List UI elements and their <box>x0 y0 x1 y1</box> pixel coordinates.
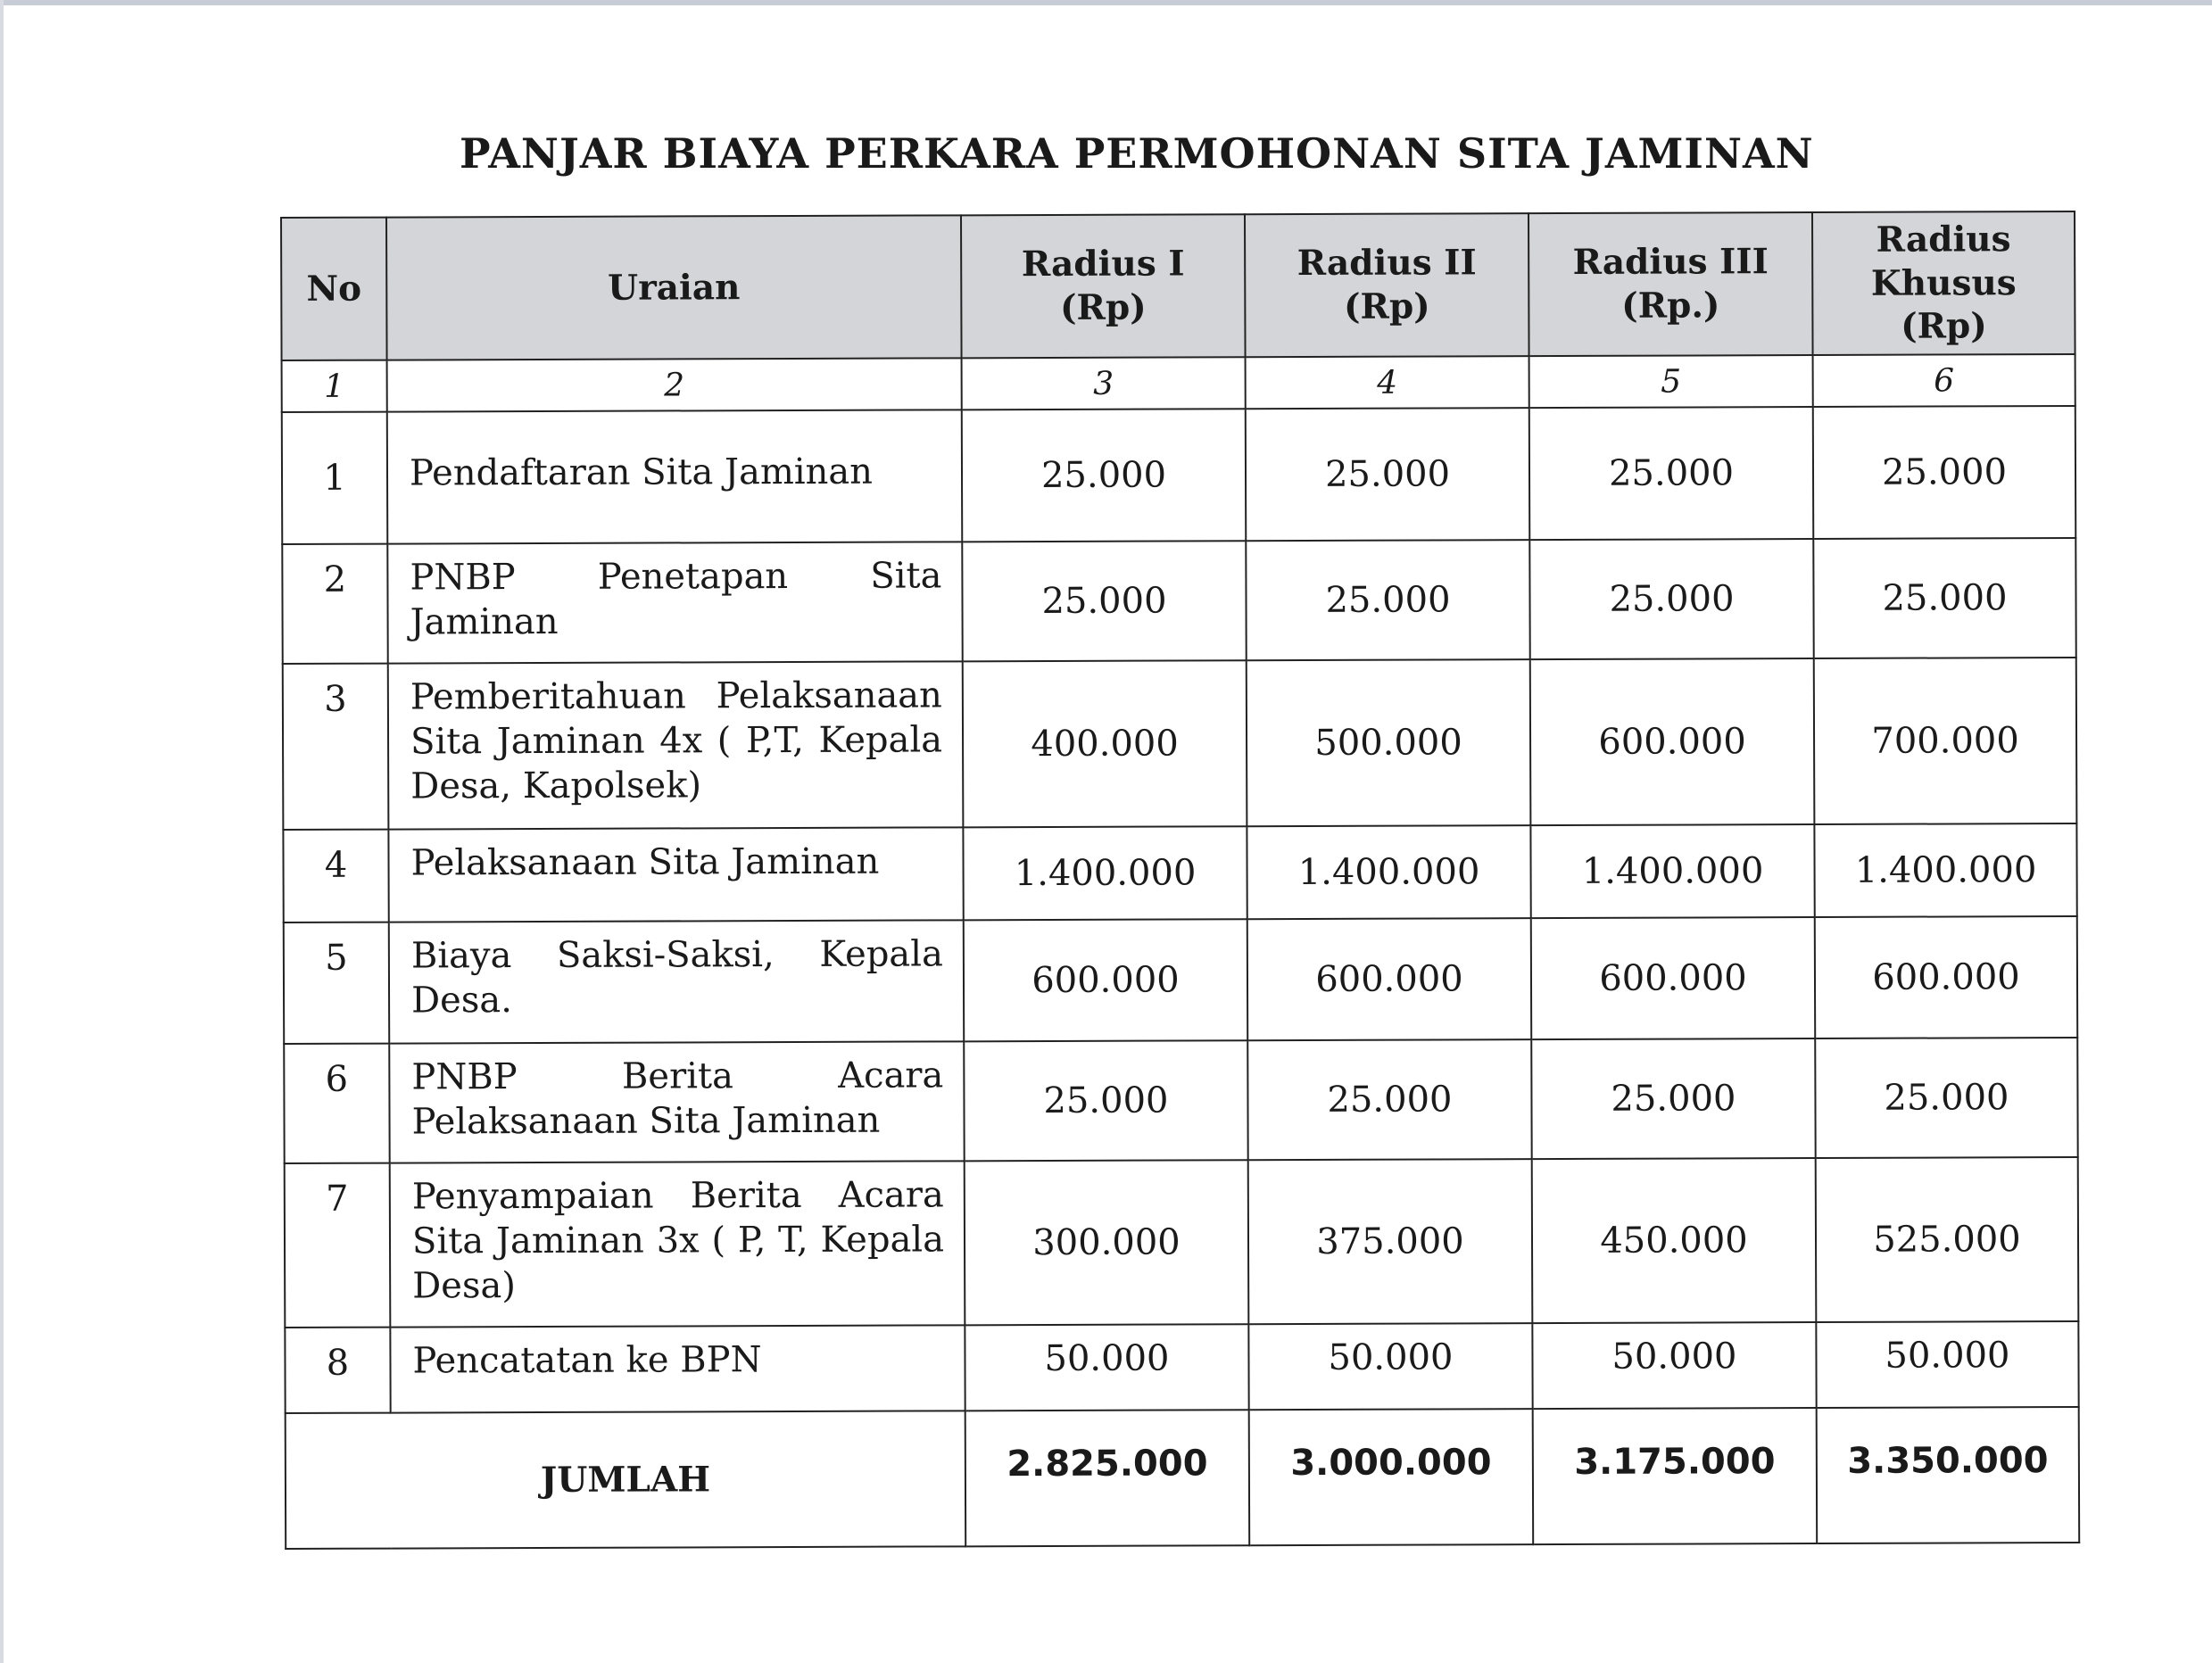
header-radius-khusus: Radius Khusus (Rp) <box>1812 211 2075 355</box>
row-number: 2 <box>282 544 387 664</box>
total-radius-3: 3.175.000 <box>1533 1408 1818 1544</box>
cell-radius-3: 450.000 <box>1532 1158 1817 1323</box>
header-radius-1: Radius I (Rp) <box>961 214 1246 358</box>
row-number: 7 <box>285 1163 391 1328</box>
cell-radius-1: 25.000 <box>964 1040 1247 1161</box>
cell-radius-3: 600.000 <box>1531 917 1815 1039</box>
cell-radius-khusus: 700.000 <box>1814 658 2077 824</box>
cell-radius-khusus: 600.000 <box>1815 916 2077 1038</box>
row-number: 8 <box>285 1328 390 1413</box>
cell-radius-2: 50.000 <box>1248 1323 1532 1410</box>
row-number: 4 <box>283 830 388 923</box>
header-row <box>281 211 2075 360</box>
table-row <box>283 823 2076 923</box>
cell-radius-2: 375.000 <box>1248 1159 1533 1324</box>
cell-radius-3: 25.000 <box>1529 407 1814 540</box>
column-index: 5 <box>1529 355 1813 408</box>
row-number: 1 <box>282 412 388 544</box>
cell-radius-1: 25.000 <box>962 541 1246 661</box>
total-radius-1: 2.825.000 <box>965 1410 1250 1546</box>
row-description: Pencatatan ke BPN <box>390 1325 965 1412</box>
column-index: 3 <box>962 357 1246 410</box>
cell-radius-khusus: 25.000 <box>1813 406 2076 539</box>
table-row <box>282 538 2075 664</box>
table-row <box>282 406 2076 544</box>
row-description: Pemberitahuan Pelaksanaan Sita Jaminan 4x ( P,T, Kepala Desa, Kapolsek) <box>388 661 964 829</box>
cell-radius-1: 50.000 <box>965 1324 1248 1411</box>
row-number: 3 <box>283 664 389 830</box>
cell-radius-3: 50.000 <box>1532 1322 1816 1409</box>
cell-radius-3: 25.000 <box>1531 1038 1815 1159</box>
column-index-row <box>282 354 2075 412</box>
cell-radius-2: 600.000 <box>1247 918 1531 1040</box>
row-description: Pelaksanaan Sita Jaminan <box>388 827 963 922</box>
cell-radius-3: 1.400.000 <box>1530 824 1814 918</box>
cell-radius-1: 600.000 <box>964 919 1247 1041</box>
cell-radius-2: 25.000 <box>1246 408 1530 541</box>
cell-radius-khusus: 525.000 <box>1816 1157 2079 1322</box>
table-row <box>283 658 2077 830</box>
row-description: Biaya Saksi-Saksi, Kepala Desa. <box>389 920 964 1043</box>
header-radius-2: Radius II (Rp) <box>1245 213 1529 357</box>
scan-edge-left <box>0 0 4 1663</box>
column-index: 4 <box>1246 356 1529 409</box>
cell-radius-1: 400.000 <box>963 660 1247 827</box>
row-description: Pendaftaran Sita Jaminan <box>387 410 963 543</box>
cell-radius-khusus: 25.000 <box>1813 538 2075 658</box>
table-row <box>284 916 2077 1044</box>
cell-radius-2: 25.000 <box>1247 1039 1531 1160</box>
scan-edge-top <box>0 0 2212 5</box>
cell-radius-khusus: 25.000 <box>1815 1038 2077 1158</box>
cell-radius-2: 25.000 <box>1246 540 1529 660</box>
document-title: PANJAR BIAYA PERKARA PERMOHONAN SITA JAMINAN <box>460 129 1814 178</box>
table-row <box>285 1157 2079 1328</box>
cell-radius-1: 25.000 <box>962 409 1247 542</box>
column-index: 6 <box>1813 354 2075 407</box>
total-radius-khusus: 3.350.000 <box>1817 1407 2080 1543</box>
table-row <box>284 1038 2077 1163</box>
column-index: 2 <box>387 358 962 411</box>
row-number: 6 <box>284 1044 389 1163</box>
row-description: PNBP Penetapan Sita Jaminan <box>387 542 962 663</box>
header-no: No <box>281 218 387 360</box>
cell-radius-khusus: 1.400.000 <box>1814 823 2076 917</box>
cell-radius-3: 25.000 <box>1529 539 1813 659</box>
row-description: Penyampaian Berita Acara Sita Jaminan 3x ( P, T, Kepala Desa) <box>390 1161 965 1327</box>
row-number: 5 <box>284 923 389 1044</box>
header-uraian: Uraian <box>386 215 962 360</box>
total-row <box>286 1407 2080 1549</box>
column-index: 1 <box>282 360 387 412</box>
cell-radius-3: 600.000 <box>1530 658 1815 825</box>
total-radius-2: 3.000.000 <box>1249 1409 1534 1545</box>
cell-radius-1: 300.000 <box>965 1160 1249 1325</box>
total-label: JUMLAH <box>286 1411 966 1549</box>
table-row <box>285 1321 2078 1413</box>
fee-table <box>280 211 2080 1550</box>
cell-radius-1: 1.400.000 <box>963 826 1247 920</box>
cell-radius-2: 500.000 <box>1247 659 1531 826</box>
row-description: PNBP Berita Acara Pelaksanaan Sita Jaminan <box>389 1041 964 1162</box>
header-radius-3: Radius III (Rp.) <box>1529 212 1813 356</box>
cell-radius-khusus: 50.000 <box>1816 1321 2078 1408</box>
cell-radius-2: 1.400.000 <box>1247 825 1530 919</box>
